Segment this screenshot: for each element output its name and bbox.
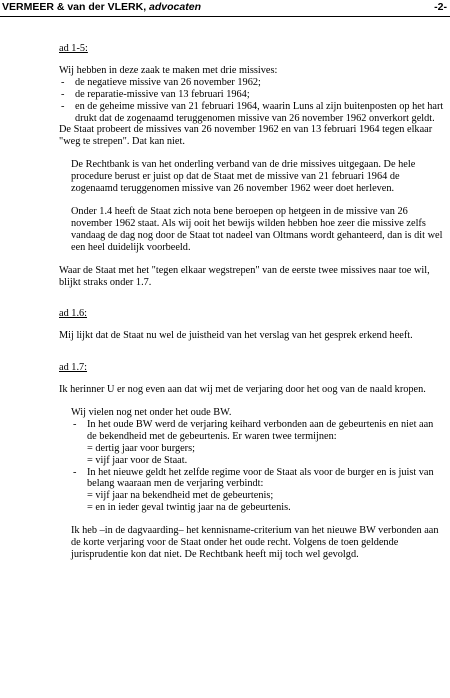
list-item: - en de geheime missive van 21 februari 1964, waarin Luns al zijn buitenposten op het hart drukt dat de zogenaamd teruggenomen missive van 26 november 1962 onverkort geldt.: [59, 101, 447, 125]
list-item-text: In het oude BW werd de verjaring keihard verbonden aan de gebeurtenis en niet aan de bekendheid met de gebeurtenis. Er waren twee termijnen:: [87, 418, 434, 442]
section-heading-1-7: ad 1.7:: [59, 362, 88, 374]
section-1-6-text: Mij lijkt dat de Staat nu wel de juistheid van het verslag van het gesprek erkend heeft.: [59, 330, 413, 342]
firm-name-text: VERMEER & van der VLERK,: [2, 1, 147, 13]
page-number: -2-: [434, 1, 447, 13]
section-1-5-indent-2: Onder 1.4 heeft de Staat zich nota bene beroepen op hetgeen in de missive van 26 november 1962 staat. Als wij ooit het bewijs wilden hebben hoe zeer die missive zelfs vandaag de dag nog door de Staat tot nadeel van Oltmans wordt gehanteerd, dan is dit wel een heel duidelijk voorbeeld.: [71, 205, 443, 253]
section-1-5-indent-1: De Rechtbank is van het onderling verband van de drie missives uitgegaan. De hele procedure berust er juist op dat de Staat met de missive van 21 februari 1964 de zogenaamd teruggenomen missive van 26 november 1962 weer doet herleven.: [71, 159, 416, 195]
sub-item: = vijf jaar na bekendheid met de gebeurtenis;: [87, 490, 274, 502]
sub-item: = vijf jaar voor de Staat.: [87, 454, 188, 466]
sub-item: = en in ieder geval twintig jaar na de gebeurtenis.: [87, 502, 291, 514]
section-1-7-intro: Ik herinner U er nog even aan dat wij met de verjaring door het oog van de naald kropen.: [59, 384, 426, 396]
section-1-5-intro: Wij hebben in deze zaak te maken met drie missives:: [59, 64, 278, 76]
section-1-7-lead: Wij vielen nog net onder het oude BW.: [71, 407, 232, 419]
missive-list: [59, 77, 447, 125]
list-item: - de negatieve missive van 26 november 1962;: [59, 77, 447, 89]
firm-name: [2, 0, 201, 14]
list-item: - de reparatie-missive van 13 februari 1964;: [59, 89, 447, 101]
sub-item: = dertig jaar voor burgers;: [87, 442, 195, 454]
section-1-7-indent: [71, 407, 443, 514]
list-item-text: In het nieuwe geldt het zelfde regime voor de Staat als voor de burger en is juist van belang waaraan men de verjaring verbindt:: [87, 466, 434, 490]
list-item: [71, 467, 443, 515]
bw-list: [71, 419, 443, 514]
firm-suffix: advocaten: [149, 1, 201, 13]
section-1-5-closing: Waar de Staat met het "tegen elkaar wegstrepen" van de eerste twee missives naar toe wil, blijkt straks onder 1.7.: [59, 264, 430, 288]
list-item: [71, 419, 443, 467]
section-1-5-after: De Staat probeert de missives van 26 november 1962 en van 13 februari 1964 tegen elkaar "weg te strepen". Dat kan niet.: [59, 124, 433, 148]
section-1-7-closing: Ik heb –in de dagvaarding– het kennisname-criterium van het nieuwe BW verbonden aan de korte verjaring voor de Staat onder het oude recht. Volgens de toen geldende jurisprudentie kon dat niet. De Rechtbank heeft mij toch wel gevolgd.: [71, 525, 439, 560]
section-heading-1-6: ad 1.6:: [59, 308, 88, 320]
page-header: [0, 0, 450, 17]
section-heading-1-5: ad 1-5:: [59, 43, 88, 54]
document-body: [59, 22, 447, 572]
